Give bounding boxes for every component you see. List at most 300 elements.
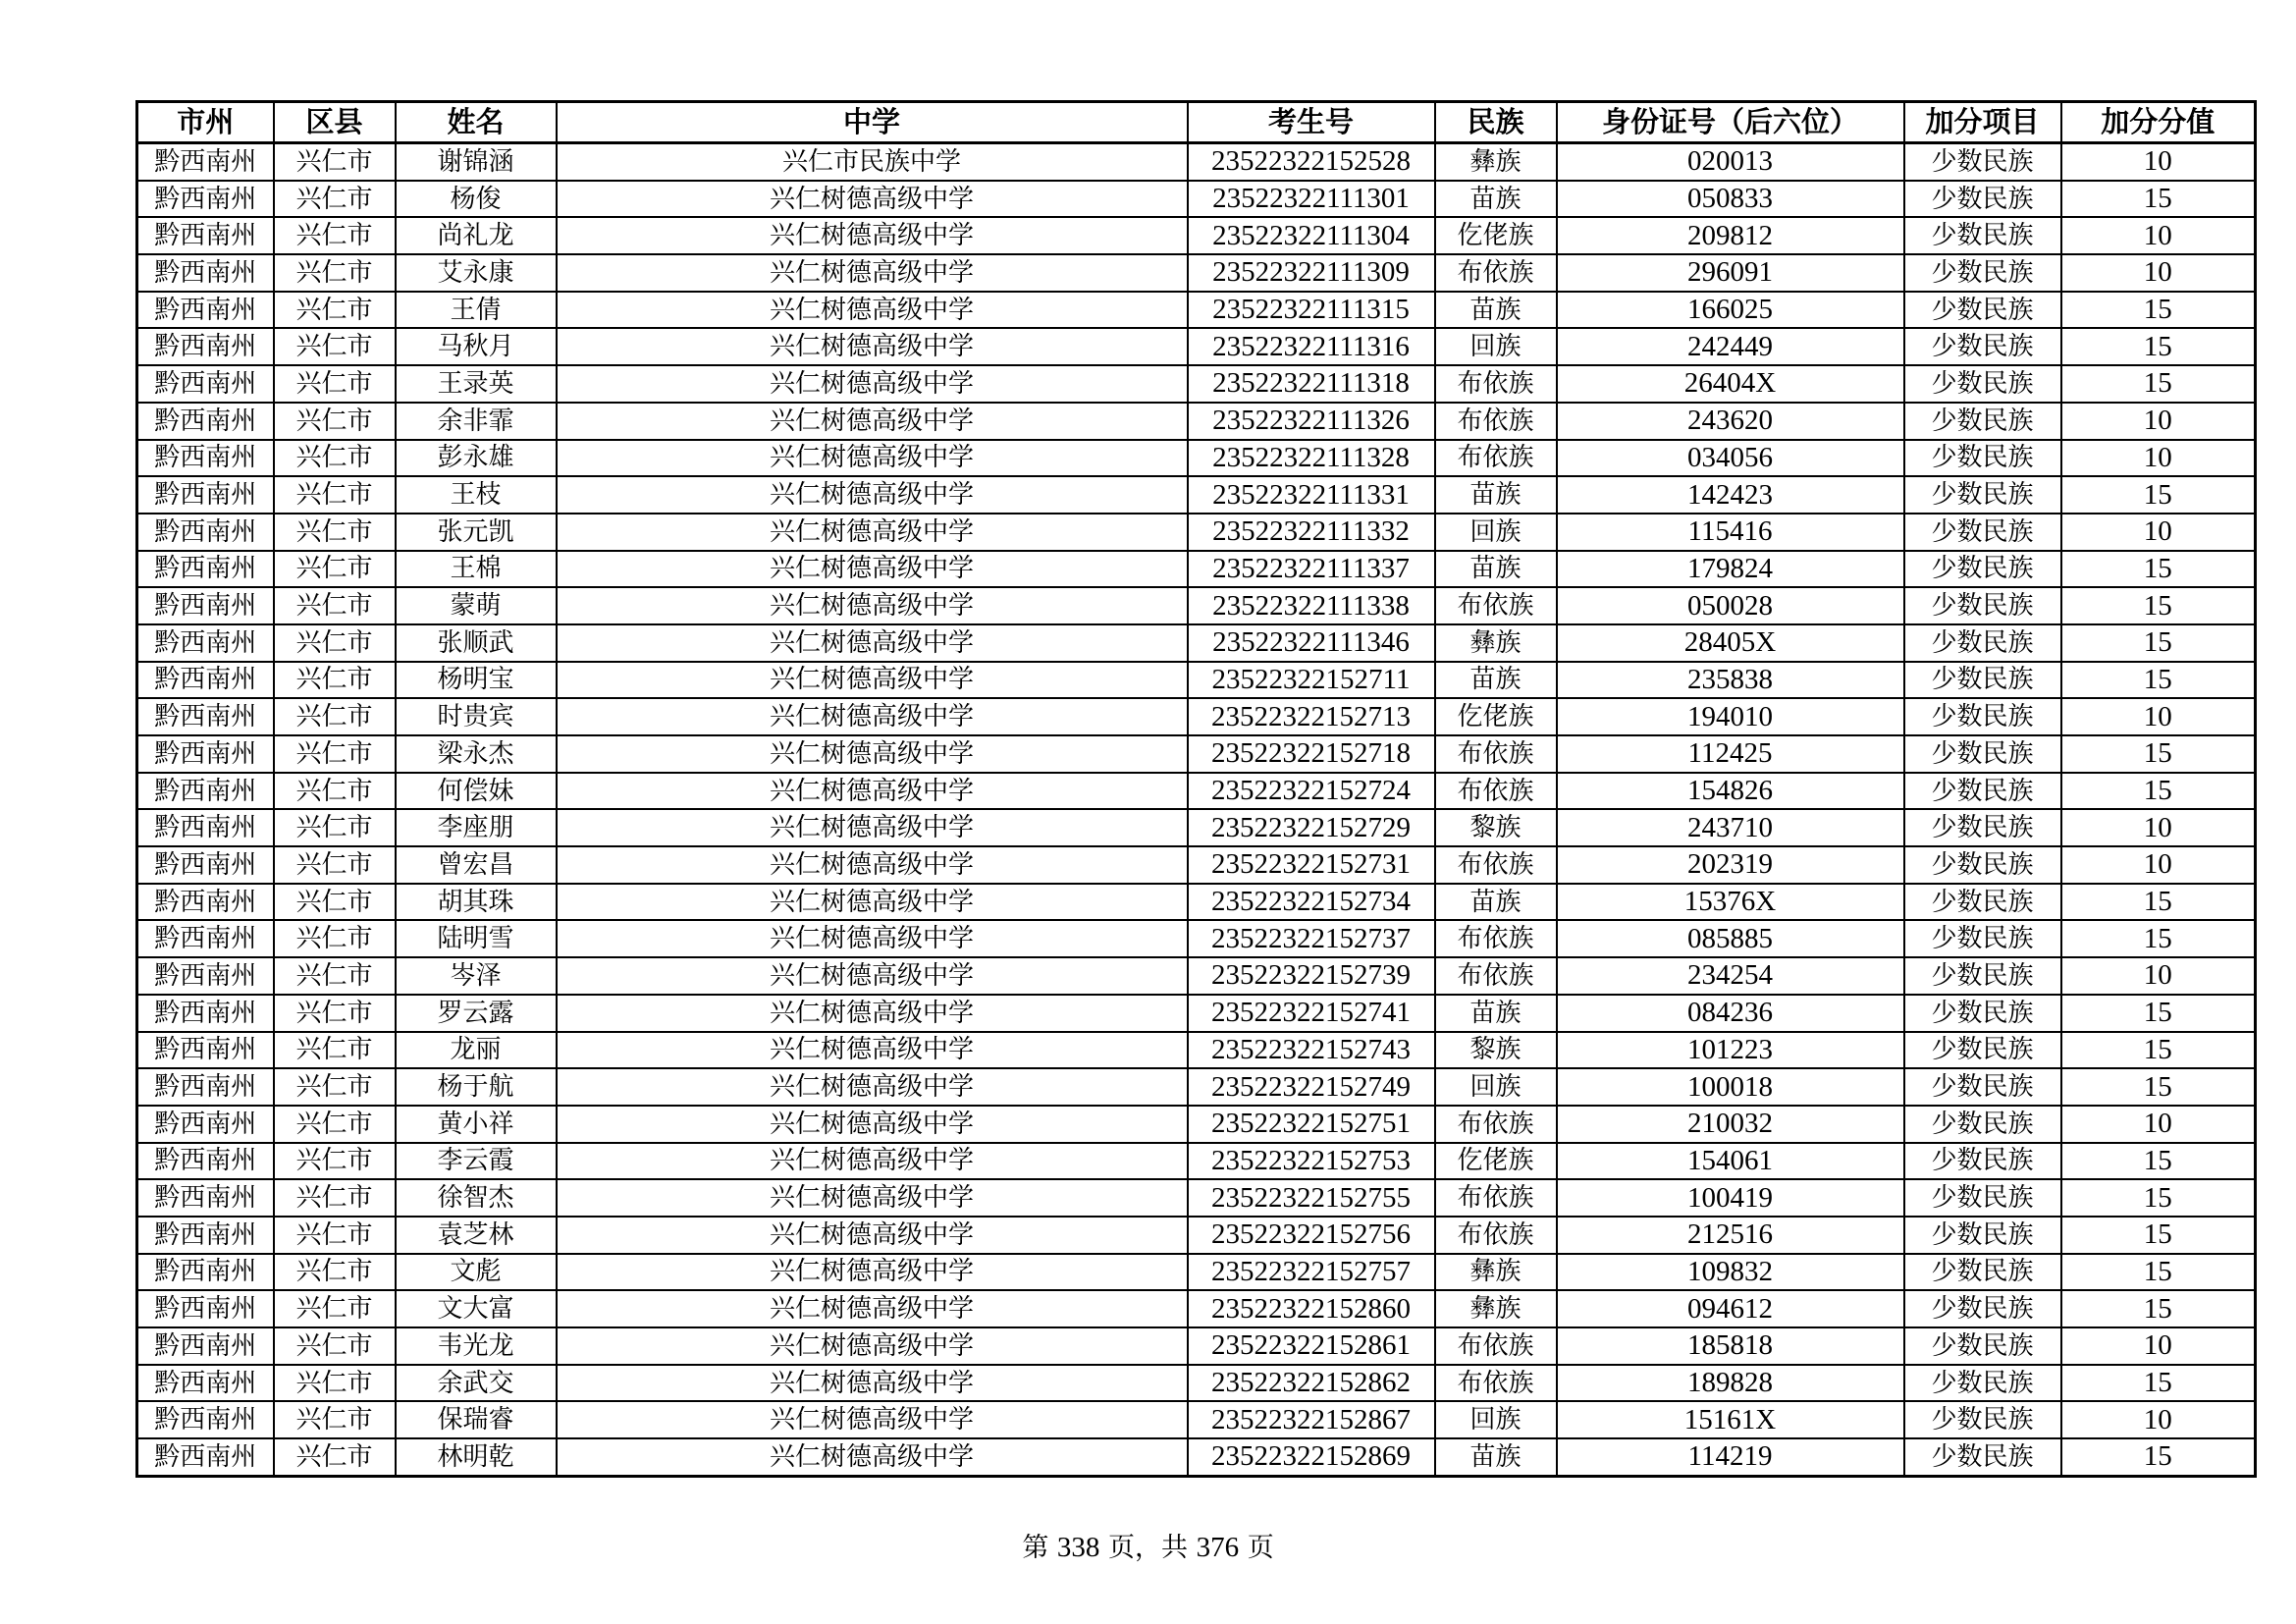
cell-ethnicity: 苗族 (1435, 551, 1557, 588)
cell-bonus-item: 少数民族 (1904, 735, 2061, 773)
table-row (137, 403, 2256, 440)
cell-id-last-six: 100419 (1557, 1179, 1904, 1217)
cell-city: 黔西南州 (137, 1179, 274, 1217)
table-row (137, 1290, 2256, 1327)
cell-name: 彭永雄 (396, 440, 557, 477)
cell-county: 兴仁市 (274, 514, 396, 551)
cell-county: 兴仁市 (274, 773, 396, 810)
cell-school: 兴仁树德高级中学 (557, 773, 1188, 810)
cell-exam-number: 23522322152739 (1188, 957, 1435, 995)
cell-name: 龙丽 (396, 1032, 557, 1069)
cell-school: 兴仁树德高级中学 (557, 365, 1188, 403)
cell-school: 兴仁树德高级中学 (557, 1143, 1188, 1180)
cell-county: 兴仁市 (274, 1401, 396, 1438)
cell-school: 兴仁树德高级中学 (557, 1254, 1188, 1291)
cell-id-last-six: 209812 (1557, 217, 1904, 254)
cell-county: 兴仁市 (274, 1179, 396, 1217)
cell-ethnicity: 彝族 (1435, 1254, 1557, 1291)
cell-exam-number: 23522322152860 (1188, 1290, 1435, 1327)
cell-id-last-six: 154061 (1557, 1143, 1904, 1180)
cell-school: 兴仁树德高级中学 (557, 551, 1188, 588)
cell-bonus-points: 15 (2061, 884, 2256, 921)
cell-bonus-item: 少数民族 (1904, 773, 2061, 810)
cell-bonus-points: 10 (2061, 1106, 2256, 1143)
cell-name: 蒙萌 (396, 587, 557, 624)
cell-bonus-points: 15 (2061, 1143, 2256, 1180)
cell-school: 兴仁树德高级中学 (557, 846, 1188, 884)
cell-name: 梁永杰 (396, 735, 557, 773)
table-header (137, 102, 2256, 143)
cell-ethnicity: 布依族 (1435, 1179, 1557, 1217)
cell-county: 兴仁市 (274, 365, 396, 403)
cell-bonus-points: 15 (2061, 1032, 2256, 1069)
cell-name: 王录英 (396, 365, 557, 403)
cell-school: 兴仁树德高级中学 (557, 1401, 1188, 1438)
cell-city: 黔西南州 (137, 476, 274, 514)
cell-bonus-points: 15 (2061, 1068, 2256, 1106)
cell-id-last-six: 100018 (1557, 1068, 1904, 1106)
cell-bonus-item: 少数民族 (1904, 624, 2061, 662)
column-header-bonus-item: 加分项目 (1904, 102, 2061, 143)
cell-exam-number: 23522322111326 (1188, 403, 1435, 440)
cell-ethnicity: 布依族 (1435, 735, 1557, 773)
cell-school: 兴仁树德高级中学 (557, 292, 1188, 329)
column-header-ethnicity: 民族 (1435, 102, 1557, 143)
cell-county: 兴仁市 (274, 551, 396, 588)
cell-id-last-six: 202319 (1557, 846, 1904, 884)
cell-city: 黔西南州 (137, 920, 274, 957)
cell-ethnicity: 仡佬族 (1435, 698, 1557, 735)
cell-city: 黔西南州 (137, 773, 274, 810)
table-row (137, 1106, 2256, 1143)
cell-name: 文大富 (396, 1290, 557, 1327)
cell-name: 余非霏 (396, 403, 557, 440)
cell-county: 兴仁市 (274, 624, 396, 662)
cell-county: 兴仁市 (274, 698, 396, 735)
cell-city: 黔西南州 (137, 995, 274, 1032)
table-row (137, 1032, 2256, 1069)
cell-ethnicity: 回族 (1435, 1401, 1557, 1438)
cell-school: 兴仁树德高级中学 (557, 1032, 1188, 1069)
table-row (137, 995, 2256, 1032)
cell-city: 黔西南州 (137, 698, 274, 735)
cell-ethnicity: 苗族 (1435, 476, 1557, 514)
cell-bonus-points: 15 (2061, 1438, 2256, 1476)
cell-exam-number: 23522322152867 (1188, 1401, 1435, 1438)
cell-bonus-item: 少数民族 (1904, 217, 2061, 254)
cell-exam-number: 23522322152711 (1188, 662, 1435, 699)
cell-city: 黔西南州 (137, 1068, 274, 1106)
cell-city: 黔西南州 (137, 514, 274, 551)
cell-exam-number: 23522322152743 (1188, 1032, 1435, 1069)
cell-name: 陆明雪 (396, 920, 557, 957)
cell-school: 兴仁树德高级中学 (557, 809, 1188, 846)
cell-name: 杨明宝 (396, 662, 557, 699)
cell-city: 黔西南州 (137, 957, 274, 995)
cell-exam-number: 23522322152755 (1188, 1179, 1435, 1217)
cell-county: 兴仁市 (274, 440, 396, 477)
footer-prefix: 第 (1022, 1533, 1049, 1563)
cell-bonus-item: 少数民族 (1904, 514, 2061, 551)
cell-county: 兴仁市 (274, 735, 396, 773)
cell-school: 兴仁树德高级中学 (557, 476, 1188, 514)
cell-exam-number: 23522322152869 (1188, 1438, 1435, 1476)
cell-name: 王倩 (396, 292, 557, 329)
cell-id-last-six: 15376X (1557, 884, 1904, 921)
table-row (137, 476, 2256, 514)
cell-school: 兴仁树德高级中学 (557, 181, 1188, 218)
table-row (137, 1254, 2256, 1291)
cell-exam-number: 23522322152718 (1188, 735, 1435, 773)
cell-ethnicity: 布依族 (1435, 1106, 1557, 1143)
cell-name: 黄小祥 (396, 1106, 557, 1143)
cell-bonus-points: 10 (2061, 1401, 2256, 1438)
cell-bonus-points: 15 (2061, 476, 2256, 514)
cell-school: 兴仁树德高级中学 (557, 403, 1188, 440)
cell-bonus-points: 10 (2061, 698, 2256, 735)
cell-name: 尚礼龙 (396, 217, 557, 254)
cell-name: 林明乾 (396, 1438, 557, 1476)
cell-city: 黔西南州 (137, 662, 274, 699)
table-row (137, 957, 2256, 995)
cell-county: 兴仁市 (274, 217, 396, 254)
cell-id-last-six: 15161X (1557, 1401, 1904, 1438)
cell-county: 兴仁市 (274, 1143, 396, 1180)
cell-exam-number: 23522322152528 (1188, 143, 1435, 181)
cell-bonus-item: 少数民族 (1904, 957, 2061, 995)
cell-exam-number: 23522322111337 (1188, 551, 1435, 588)
cell-exam-number: 23522322152751 (1188, 1106, 1435, 1143)
cell-id-last-six: 243710 (1557, 809, 1904, 846)
cell-bonus-points: 15 (2061, 1365, 2256, 1402)
table-row (137, 1143, 2256, 1180)
cell-name: 余武交 (396, 1365, 557, 1402)
cell-county: 兴仁市 (274, 143, 396, 181)
table-row (137, 551, 2256, 588)
cell-id-last-six: 28405X (1557, 624, 1904, 662)
table-row (137, 143, 2256, 181)
cell-bonus-item: 少数民族 (1904, 846, 2061, 884)
cell-bonus-points: 15 (2061, 995, 2256, 1032)
cell-county: 兴仁市 (274, 920, 396, 957)
cell-exam-number: 23522322111301 (1188, 181, 1435, 218)
table-row (137, 1327, 2256, 1365)
cell-id-last-six: 050833 (1557, 181, 1904, 218)
cell-ethnicity: 黎族 (1435, 1032, 1557, 1069)
cell-school: 兴仁树德高级中学 (557, 735, 1188, 773)
cell-school: 兴仁树德高级中学 (557, 920, 1188, 957)
cell-bonus-points: 10 (2061, 143, 2256, 181)
cell-id-last-six: 210032 (1557, 1106, 1904, 1143)
cell-name: 罗云露 (396, 995, 557, 1032)
footer-middle: 页，共 (1108, 1533, 1188, 1563)
cell-school: 兴仁树德高级中学 (557, 587, 1188, 624)
cell-ethnicity: 苗族 (1435, 292, 1557, 329)
cell-bonus-item: 少数民族 (1904, 884, 2061, 921)
cell-exam-number: 23522322152753 (1188, 1143, 1435, 1180)
cell-bonus-item: 少数民族 (1904, 328, 2061, 365)
table-row (137, 292, 2256, 329)
cell-bonus-item: 少数民族 (1904, 1179, 2061, 1217)
cell-city: 黔西南州 (137, 1401, 274, 1438)
table-row (137, 254, 2256, 292)
cell-city: 黔西南州 (137, 1143, 274, 1180)
total-page-count: 376 (1196, 1532, 1240, 1563)
cell-bonus-points: 15 (2061, 587, 2256, 624)
cell-school: 兴仁树德高级中学 (557, 1365, 1188, 1402)
cell-school: 兴仁树德高级中学 (557, 1327, 1188, 1365)
table-row (137, 1217, 2256, 1254)
cell-name: 袁芝林 (396, 1217, 557, 1254)
cell-exam-number: 23522322152731 (1188, 846, 1435, 884)
cell-exam-number: 23522322111332 (1188, 514, 1435, 551)
cell-county: 兴仁市 (274, 1068, 396, 1106)
cell-name: 王枝 (396, 476, 557, 514)
cell-ethnicity: 黎族 (1435, 809, 1557, 846)
cell-bonus-item: 少数民族 (1904, 440, 2061, 477)
table-row (137, 1179, 2256, 1217)
cell-city: 黔西南州 (137, 1365, 274, 1402)
cell-bonus-item: 少数民族 (1904, 551, 2061, 588)
cell-ethnicity: 回族 (1435, 1068, 1557, 1106)
cell-bonus-points: 10 (2061, 846, 2256, 884)
cell-id-last-six: 185818 (1557, 1327, 1904, 1365)
cell-school: 兴仁树德高级中学 (557, 884, 1188, 921)
current-page-number: 338 (1056, 1532, 1100, 1563)
cell-city: 黔西南州 (137, 884, 274, 921)
cell-exam-number: 23522322111318 (1188, 365, 1435, 403)
cell-name: 张元凯 (396, 514, 557, 551)
cell-bonus-item: 少数民族 (1904, 1438, 2061, 1476)
cell-exam-number: 23522322152861 (1188, 1327, 1435, 1365)
cell-id-last-six: 050028 (1557, 587, 1904, 624)
cell-ethnicity: 苗族 (1435, 662, 1557, 699)
cell-id-last-six: 189828 (1557, 1365, 1904, 1402)
cell-exam-number: 23522322152756 (1188, 1217, 1435, 1254)
cell-bonus-points: 15 (2061, 292, 2256, 329)
cell-county: 兴仁市 (274, 1290, 396, 1327)
cell-exam-number: 23522322152749 (1188, 1068, 1435, 1106)
table-row (137, 181, 2256, 218)
cell-name: 李云霞 (396, 1143, 557, 1180)
cell-ethnicity: 布依族 (1435, 773, 1557, 810)
cell-ethnicity: 布依族 (1435, 440, 1557, 477)
cell-bonus-item: 少数民族 (1904, 995, 2061, 1032)
cell-school: 兴仁树德高级中学 (557, 957, 1188, 995)
cell-id-last-six: 112425 (1557, 735, 1904, 773)
cell-school: 兴仁树德高级中学 (557, 1179, 1188, 1217)
cell-county: 兴仁市 (274, 328, 396, 365)
cell-ethnicity: 布依族 (1435, 957, 1557, 995)
cell-city: 黔西南州 (137, 181, 274, 218)
cell-name: 马秋月 (396, 328, 557, 365)
cell-name: 曾宏昌 (396, 846, 557, 884)
cell-ethnicity: 布依族 (1435, 254, 1557, 292)
cell-county: 兴仁市 (274, 995, 396, 1032)
cell-name: 保瑞睿 (396, 1401, 557, 1438)
cell-ethnicity: 仡佬族 (1435, 1143, 1557, 1180)
cell-ethnicity: 苗族 (1435, 884, 1557, 921)
cell-ethnicity: 苗族 (1435, 181, 1557, 218)
cell-county: 兴仁市 (274, 1254, 396, 1291)
cell-city: 黔西南州 (137, 328, 274, 365)
cell-bonus-item: 少数民族 (1904, 365, 2061, 403)
cell-id-last-six: 020013 (1557, 143, 1904, 181)
cell-bonus-points: 15 (2061, 662, 2256, 699)
cell-id-last-six: 26404X (1557, 365, 1904, 403)
cell-bonus-item: 少数民族 (1904, 1143, 2061, 1180)
cell-city: 黔西南州 (137, 735, 274, 773)
table-row (137, 587, 2256, 624)
cell-school: 兴仁树德高级中学 (557, 1068, 1188, 1106)
cell-city: 黔西南州 (137, 292, 274, 329)
footer-suffix: 页 (1247, 1533, 1274, 1563)
cell-id-last-six: 243620 (1557, 403, 1904, 440)
cell-id-last-six: 234254 (1557, 957, 1904, 995)
table-row (137, 846, 2256, 884)
cell-exam-number: 23522322111346 (1188, 624, 1435, 662)
cell-bonus-points: 15 (2061, 365, 2256, 403)
cell-school: 兴仁树德高级中学 (557, 1106, 1188, 1143)
cell-county: 兴仁市 (274, 809, 396, 846)
table-row (137, 773, 2256, 810)
table-body (137, 143, 2256, 1477)
cell-bonus-item: 少数民族 (1904, 1068, 2061, 1106)
cell-county: 兴仁市 (274, 1327, 396, 1365)
cell-city: 黔西南州 (137, 1254, 274, 1291)
table-row (137, 328, 2256, 365)
cell-school: 兴仁树德高级中学 (557, 217, 1188, 254)
table-row (137, 1365, 2256, 1402)
table-row (137, 624, 2256, 662)
table-row (137, 662, 2256, 699)
cell-city: 黔西南州 (137, 624, 274, 662)
cell-bonus-points: 10 (2061, 217, 2256, 254)
cell-city: 黔西南州 (137, 1032, 274, 1069)
cell-id-last-six: 296091 (1557, 254, 1904, 292)
cell-bonus-points: 15 (2061, 1217, 2256, 1254)
cell-name: 韦光龙 (396, 1327, 557, 1365)
cell-bonus-points: 15 (2061, 920, 2256, 957)
cell-ethnicity: 彝族 (1435, 143, 1557, 181)
cell-exam-number: 23522322152741 (1188, 995, 1435, 1032)
page-footer (0, 1534, 2296, 1562)
column-header-bonus-points: 加分分值 (2061, 102, 2256, 143)
cell-exam-number: 23522322111328 (1188, 440, 1435, 477)
cell-bonus-item: 少数民族 (1904, 1401, 2061, 1438)
cell-county: 兴仁市 (274, 846, 396, 884)
cell-ethnicity: 回族 (1435, 328, 1557, 365)
cell-city: 黔西南州 (137, 1438, 274, 1476)
cell-bonus-item: 少数民族 (1904, 1254, 2061, 1291)
column-header-name: 姓名 (396, 102, 557, 143)
cell-city: 黔西南州 (137, 143, 274, 181)
cell-exam-number: 23522322111309 (1188, 254, 1435, 292)
cell-bonus-points: 10 (2061, 440, 2256, 477)
cell-county: 兴仁市 (274, 1032, 396, 1069)
cell-id-last-six: 235838 (1557, 662, 1904, 699)
cell-exam-number: 23522322111331 (1188, 476, 1435, 514)
cell-county: 兴仁市 (274, 1438, 396, 1476)
cell-bonus-item: 少数民族 (1904, 1327, 2061, 1365)
cell-city: 黔西南州 (137, 440, 274, 477)
table-row (137, 1401, 2256, 1438)
cell-ethnicity: 仡佬族 (1435, 217, 1557, 254)
cell-city: 黔西南州 (137, 365, 274, 403)
cell-ethnicity: 布依族 (1435, 920, 1557, 957)
cell-school: 兴仁树德高级中学 (557, 1290, 1188, 1327)
table-row (137, 698, 2256, 735)
cell-county: 兴仁市 (274, 884, 396, 921)
cell-bonus-item: 少数民族 (1904, 1290, 2061, 1327)
cell-bonus-points: 10 (2061, 809, 2256, 846)
cell-ethnicity: 布依族 (1435, 1365, 1557, 1402)
cell-county: 兴仁市 (274, 476, 396, 514)
cell-county: 兴仁市 (274, 587, 396, 624)
cell-name: 时贵宾 (396, 698, 557, 735)
cell-bonus-points: 15 (2061, 624, 2256, 662)
cell-id-last-six: 242449 (1557, 328, 1904, 365)
cell-exam-number: 23522322152713 (1188, 698, 1435, 735)
cell-id-last-six: 194010 (1557, 698, 1904, 735)
cell-school: 兴仁树德高级中学 (557, 440, 1188, 477)
cell-city: 黔西南州 (137, 1106, 274, 1143)
cell-bonus-item: 少数民族 (1904, 587, 2061, 624)
cell-exam-number: 23522322152737 (1188, 920, 1435, 957)
score-bonus-table (135, 100, 2257, 1478)
column-header-school: 中学 (557, 102, 1188, 143)
cell-city: 黔西南州 (137, 846, 274, 884)
cell-county: 兴仁市 (274, 662, 396, 699)
cell-county: 兴仁市 (274, 292, 396, 329)
cell-bonus-item: 少数民族 (1904, 403, 2061, 440)
cell-school: 兴仁市民族中学 (557, 143, 1188, 181)
cell-name: 文彪 (396, 1254, 557, 1291)
cell-name: 徐智杰 (396, 1179, 557, 1217)
cell-city: 黔西南州 (137, 551, 274, 588)
cell-id-last-six: 109832 (1557, 1254, 1904, 1291)
cell-exam-number: 23522322152734 (1188, 884, 1435, 921)
column-header-exam-number: 考生号 (1188, 102, 1435, 143)
cell-bonus-item: 少数民族 (1904, 254, 2061, 292)
cell-id-last-six: 094612 (1557, 1290, 1904, 1327)
cell-id-last-six: 179824 (1557, 551, 1904, 588)
cell-school: 兴仁树德高级中学 (557, 995, 1188, 1032)
cell-id-last-six: 142423 (1557, 476, 1904, 514)
cell-bonus-points: 15 (2061, 551, 2256, 588)
cell-school: 兴仁树德高级中学 (557, 254, 1188, 292)
cell-bonus-points: 10 (2061, 957, 2256, 995)
cell-ethnicity: 回族 (1435, 514, 1557, 551)
cell-name: 杨于航 (396, 1068, 557, 1106)
cell-bonus-points: 10 (2061, 514, 2256, 551)
cell-county: 兴仁市 (274, 957, 396, 995)
cell-ethnicity: 布依族 (1435, 587, 1557, 624)
cell-id-last-six: 115416 (1557, 514, 1904, 551)
cell-bonus-points: 15 (2061, 1254, 2256, 1291)
cell-exam-number: 23522322111315 (1188, 292, 1435, 329)
cell-city: 黔西南州 (137, 1217, 274, 1254)
cell-city: 黔西南州 (137, 1327, 274, 1365)
cell-ethnicity: 布依族 (1435, 1217, 1557, 1254)
cell-ethnicity: 布依族 (1435, 365, 1557, 403)
cell-ethnicity: 布依族 (1435, 1327, 1557, 1365)
cell-ethnicity: 彝族 (1435, 624, 1557, 662)
cell-bonus-item: 少数民族 (1904, 476, 2061, 514)
cell-name: 何偿妹 (396, 773, 557, 810)
table-row (137, 217, 2256, 254)
cell-bonus-points: 10 (2061, 254, 2256, 292)
